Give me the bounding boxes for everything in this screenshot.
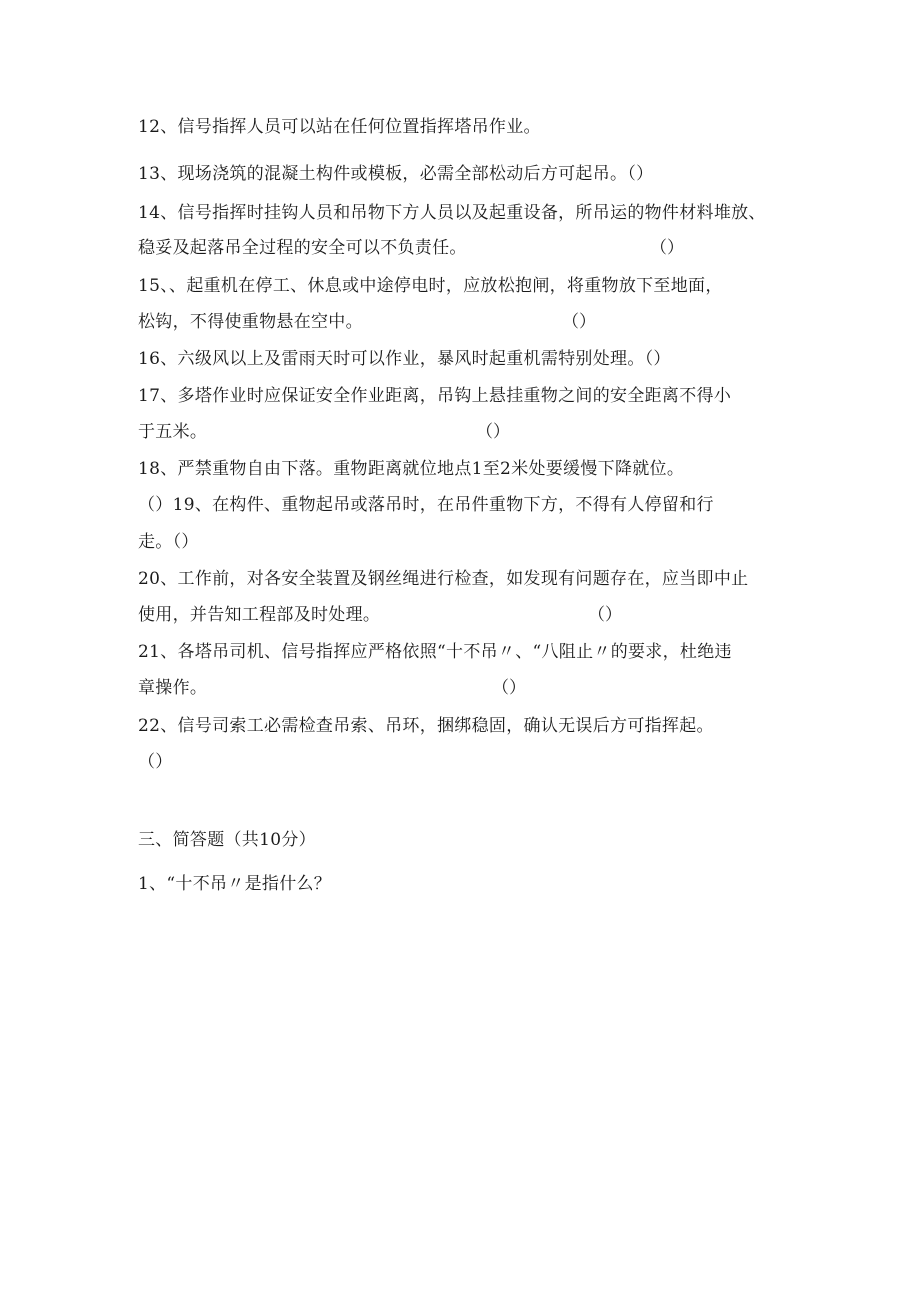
question-19-line-1: （）19、在构件、重物起吊或落吊时，在吊件重物下方，不得有人停留和行 (138, 495, 714, 515)
question-14-line-1: 14、信号指挥时挂钩人员和吊物下方人员以及起重设备，所吊运的物件材料堆放、 (138, 203, 766, 223)
question-12: 12、信号指挥人员可以站在任何位置指挥塔吊作业。 (138, 117, 541, 137)
question-17-line-2: 于五米。 (138, 422, 208, 442)
question-13: 13、现场浇筑的混凝土构件或模板，必需全部松动后方可起吊。（） (138, 164, 654, 184)
question-22-line-2: （） (138, 752, 173, 772)
question-15-answer-blank: （） (562, 312, 596, 332)
question-14-answer-blank: （） (650, 238, 684, 258)
question-21-line-1: 21、各塔吊司机、信号指挥应严格依照“十不吊〃、“八阻止〃的要求，杜绝违 (138, 642, 732, 662)
question-15-line-2: 松钩，不得使重物悬在空中。 (138, 312, 363, 332)
question-14-line-2: 稳妥及起落吊全过程的安全可以不负责任。 (138, 238, 467, 258)
question-20-answer-blank: （） (588, 605, 622, 625)
section-3-title: 三、简答题（共10分） (138, 830, 316, 850)
question-17-answer-blank: （） (476, 422, 510, 442)
question-19-line-2: 走。（） (138, 532, 199, 552)
question-22-line-1: 22、信号司索工必需检查吊索、吊环，捆绑稳固，确认无误后方可指挥起。 (138, 716, 714, 736)
question-18: 18、严禁重物自由下落。重物距离就位地点1至2米处要缓慢下降就位。 (138, 459, 685, 479)
section-3-question-1: 1、“十不吊〃是指什么？ (138, 874, 332, 894)
question-15-line-1: 15、、起重机在停工、休息或中途停电时，应放松抱闸，将重物放下至地面， (138, 276, 723, 296)
question-17-line-1: 17、多塔作业时应保证安全作业距离，吊钩上悬挂重物之间的安全距离不得小 (138, 386, 732, 406)
question-20-line-2: 使用，并告知工程部及时处理。 (138, 605, 381, 625)
question-21-line-2: 章操作。 (138, 678, 208, 698)
question-16: 16、六级风以上及雷雨天时可以作业，暴风时起重机需特别处理。（） (138, 349, 671, 369)
question-20-line-1: 20、工作前，对各安全装置及钢丝绳进行检查，如发现有问题存在，应当即中止 (138, 569, 749, 589)
question-21-answer-blank: （） (492, 678, 526, 698)
